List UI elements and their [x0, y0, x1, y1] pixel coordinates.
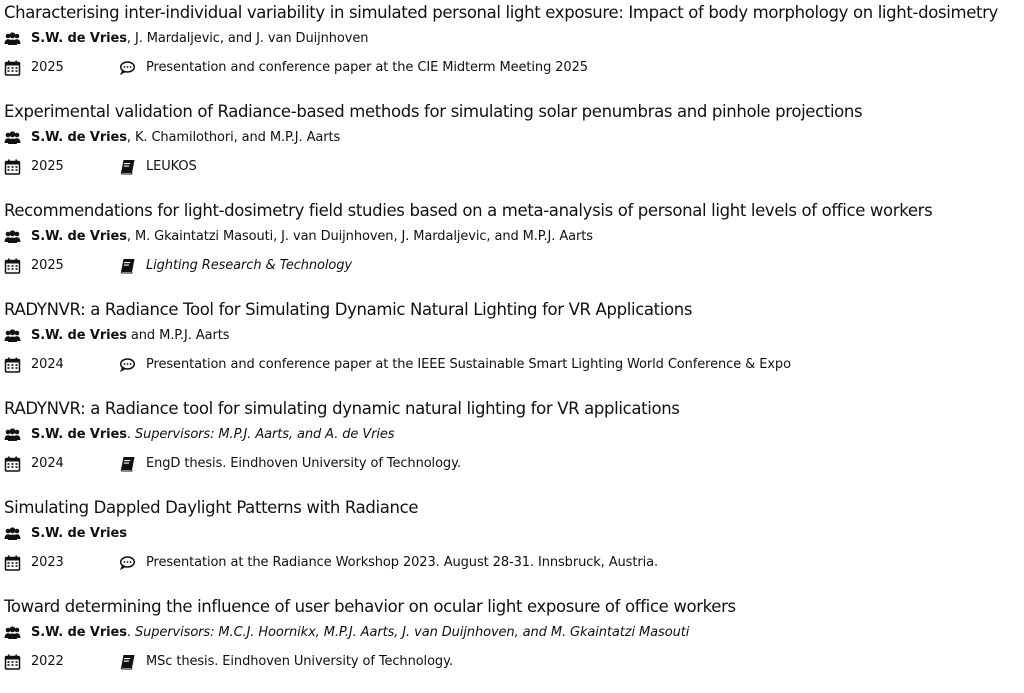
comment-icon	[119, 555, 136, 571]
lead-author: S.W. de Vries	[31, 625, 127, 640]
users-icon	[4, 526, 21, 542]
calendar-icon	[4, 456, 21, 472]
publication-entry	[4, 594, 1024, 693]
publication-authors	[4, 624, 689, 642]
users-icon	[4, 328, 21, 344]
users-icon	[4, 229, 21, 245]
publication-title[interactable]: Characterising inter-individual variability in simulated personal light exposure: Impact of body morphology on light-dosimetry	[4, 3, 998, 22]
publication-title[interactable]: RADYNVR: a Radiance Tool for Simulating Dynamic Natural Lighting for VR Applications	[4, 300, 693, 319]
publication-entry	[4, 198, 1024, 297]
publication-venue: MSc thesis. Eindhoven University of Technology.	[146, 654, 453, 669]
publication-year: 2023	[31, 555, 64, 570]
book-icon	[119, 456, 136, 472]
publication-entry	[4, 396, 1024, 495]
publication-title[interactable]: Experimental validation of Radiance-based methods for simulating solar penumbras and pinhole projections	[4, 102, 863, 121]
calendar-icon	[4, 555, 21, 571]
publication-venue: Presentation and conference paper at the IEEE Sustainable Smart Lighting World Conference & Expo	[146, 357, 791, 372]
lead-author: S.W. de Vries	[31, 130, 127, 145]
publication-title[interactable]: Recommendations for light-dosimetry field studies based on a meta-analysis of personal light levels of office workers	[4, 201, 933, 220]
publication-meta	[4, 59, 588, 77]
publication-year: 2025	[31, 60, 64, 75]
publication-year: 2025	[31, 159, 64, 174]
coauthors: .	[126, 625, 135, 640]
lead-author: S.W. de Vries	[31, 31, 127, 46]
publication-entry	[4, 99, 1024, 198]
publication-venue: Lighting Research & Technology	[146, 258, 353, 273]
calendar-icon	[4, 159, 21, 175]
publication-venue: Presentation and conference paper at the CIE Midterm Meeting 2025	[146, 60, 588, 75]
publication-entry	[4, 0, 1024, 99]
coauthors: and M.P.J. Aarts	[126, 328, 230, 343]
book-icon	[119, 159, 136, 175]
lead-author: S.W. de Vries	[31, 229, 127, 244]
publication-meta	[4, 158, 197, 176]
lead-author: S.W. de Vries	[31, 427, 127, 442]
calendar-icon	[4, 60, 21, 76]
publication-meta	[4, 257, 352, 275]
publication-title[interactable]: Toward determining the influence of user behavior on ocular light exposure of office workers	[4, 597, 736, 616]
publication-year: 2022	[31, 654, 64, 669]
book-icon	[119, 654, 136, 670]
coauthors: , J. Mardaljevic, and J. van Duijnhoven	[126, 31, 369, 46]
publication-meta	[4, 356, 791, 374]
publication-meta	[4, 554, 658, 572]
supervisors: Supervisors: M.P.J. Aarts, and A. de Vries	[134, 427, 395, 442]
publication-authors	[4, 30, 368, 48]
comment-icon	[119, 357, 136, 373]
publication-venue: EngD thesis. Eindhoven University of Technology.	[146, 456, 461, 471]
publication-year: 2025	[31, 258, 64, 273]
publication-year: 2024	[31, 456, 64, 471]
coauthors: .	[126, 427, 135, 442]
comment-icon	[119, 60, 136, 76]
publication-venue: Presentation at the Radiance Workshop 2023. August 28-31. Innsbruck, Austria.	[146, 555, 659, 570]
publication-authors	[4, 525, 127, 543]
users-icon	[4, 31, 21, 47]
users-icon	[4, 130, 21, 146]
publication-authors	[4, 327, 229, 345]
publication-meta	[4, 653, 453, 671]
publication-year: 2024	[31, 357, 64, 372]
users-icon	[4, 625, 21, 641]
users-icon	[4, 427, 21, 443]
publication-venue: LEUKOS	[146, 159, 197, 174]
book-icon	[119, 258, 136, 274]
publication-entry	[4, 297, 1024, 396]
calendar-icon	[4, 357, 21, 373]
publication-authors	[4, 228, 593, 246]
calendar-icon	[4, 258, 21, 274]
publication-title[interactable]: Simulating Dappled Daylight Patterns with Radiance	[4, 498, 419, 517]
calendar-icon	[4, 654, 21, 670]
publication-authors	[4, 426, 394, 444]
coauthors: , M. Gkaintatzi Masouti, J. van Duijnhoven, J. Mardaljevic, and M.P.J. Aarts	[126, 229, 593, 244]
lead-author: S.W. de Vries	[31, 526, 127, 541]
publication-title[interactable]: RADYNVR: a Radiance tool for simulating dynamic natural lighting for VR applications	[4, 399, 680, 418]
supervisors: Supervisors: M.C.J. Hoornikx, M.P.J. Aarts, J. van Duijnhoven, and M. Gkaintatzi Masouti	[134, 625, 690, 640]
publication-meta	[4, 455, 461, 473]
coauthors: , K. Chamilothori, and M.P.J. Aarts	[126, 130, 341, 145]
publication-entry	[4, 495, 1024, 594]
lead-author: S.W. de Vries	[31, 328, 127, 343]
publication-authors	[4, 129, 340, 147]
